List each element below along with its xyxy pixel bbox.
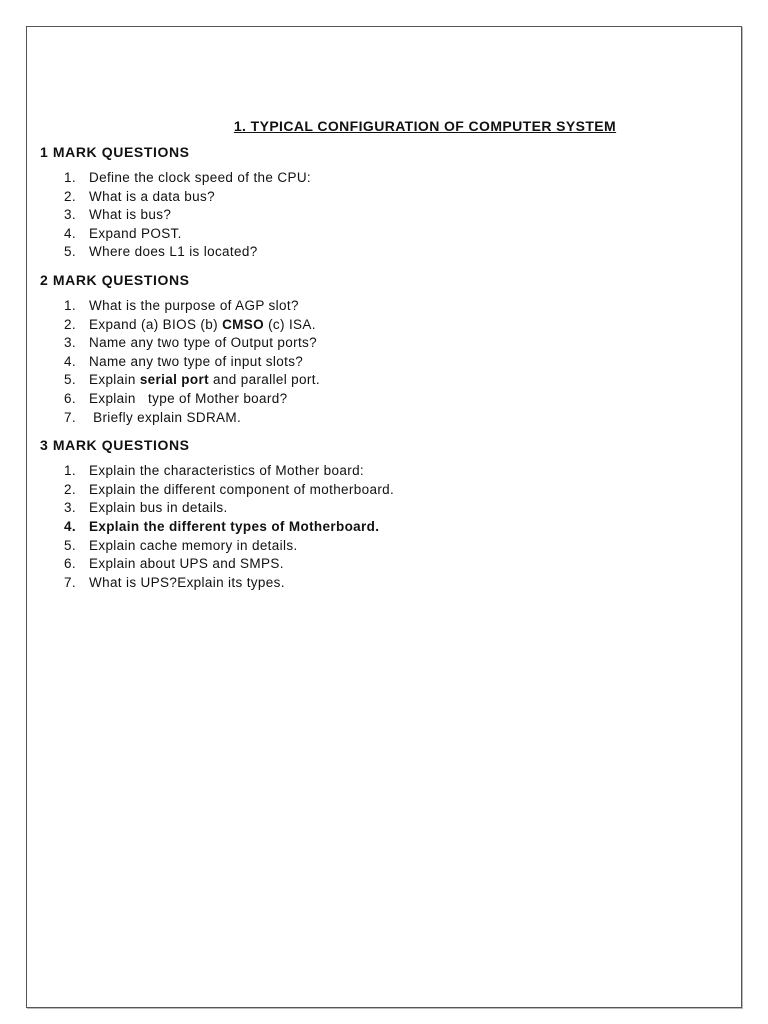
question-number: 3. [64, 500, 76, 516]
question-number: 1. [64, 297, 76, 313]
list-item [64, 537, 720, 556]
question-text-part: (c) ISA. [263, 316, 316, 332]
question-text: Name any two type of Output ports? [89, 335, 318, 351]
question-number: 5. [64, 372, 76, 388]
list-item [64, 353, 720, 372]
question-text-part: and parallel port. [208, 372, 320, 388]
question-number: 7. [64, 409, 76, 425]
question-text: Explain about UPS and SMPS. [89, 556, 284, 572]
question-number: 2. [64, 316, 76, 332]
section-1-mark [40, 144, 720, 262]
question-number: 1. [64, 170, 76, 185]
question-text: What is bus? [89, 207, 172, 223]
list-item [64, 371, 720, 390]
question-text: Where does L1 is located? [89, 244, 258, 260]
question-text: Explain bus in details. [89, 500, 228, 516]
question-text: Name any two type of input slots? [89, 353, 304, 369]
question-number: 4. [64, 353, 76, 369]
list-item [64, 169, 720, 188]
list-item [64, 334, 720, 353]
list-item [64, 555, 720, 574]
list-item [64, 462, 720, 481]
question-text: Explain the different component of motherboard. [89, 481, 395, 497]
section-2-mark [40, 272, 720, 427]
question-number: 3. [64, 207, 76, 223]
question-text-emphasis: serial port [139, 372, 209, 388]
question-text: Explain type of Mother board? [89, 390, 288, 406]
question-text: Briefly explain SDRAM. [89, 409, 242, 425]
section-heading: 3 MARK QUESTIONS [40, 437, 190, 454]
question-number: 4. [64, 225, 76, 241]
list-item [64, 499, 720, 518]
question-text: Explain the different types of Motherboard. [89, 518, 380, 534]
list-item [64, 481, 720, 500]
question-text: What is the purpose of AGP slot? [89, 297, 299, 313]
list-item [64, 574, 720, 593]
question-text: Explain the characteristics of Mother board: [89, 463, 365, 479]
list-item [64, 316, 720, 335]
question-text-emphasis: CMSO [222, 316, 264, 332]
question-number: 6. [64, 390, 76, 406]
question-number: 5. [64, 537, 76, 553]
list-item [64, 518, 720, 537]
question-text: Explain cache memory in details. [89, 537, 298, 553]
question-number: 5. [64, 244, 76, 260]
question-text: Expand POST. [89, 225, 182, 241]
list-item [64, 225, 720, 244]
question-list [40, 462, 720, 592]
question-list [40, 169, 720, 262]
list-item [64, 390, 720, 409]
list-item [64, 297, 720, 316]
list-item [64, 243, 720, 262]
question-number: 2. [64, 481, 76, 497]
section-heading: 1 MARK QUESTIONS [40, 144, 190, 160]
section-heading: 2 MARK QUESTIONS [40, 271, 190, 288]
question-text: What is UPS?Explain its types. [89, 574, 285, 590]
page-title: 1. TYPICAL CONFIGURATION OF COMPUTER SYSTEM [233, 118, 617, 134]
section-3-mark [40, 437, 720, 592]
question-text [89, 371, 320, 390]
list-item [64, 188, 720, 207]
question-text-part: Explain [89, 372, 140, 388]
question-text: What is a data bus? [89, 188, 215, 204]
document-content [40, 118, 720, 602]
question-number: 1. [64, 463, 76, 479]
list-item [64, 206, 720, 225]
question-text: Define the clock speed of the CPU: [89, 170, 312, 185]
question-number: 6. [64, 556, 76, 572]
question-text-part: Expand (a) BIOS (b) [89, 316, 223, 332]
question-number: 3. [64, 335, 76, 351]
list-item [64, 409, 720, 428]
question-number: 4. [64, 518, 76, 534]
question-text [89, 316, 316, 335]
question-list [40, 297, 720, 427]
question-number: 2. [64, 188, 76, 204]
question-number: 7. [64, 574, 76, 590]
